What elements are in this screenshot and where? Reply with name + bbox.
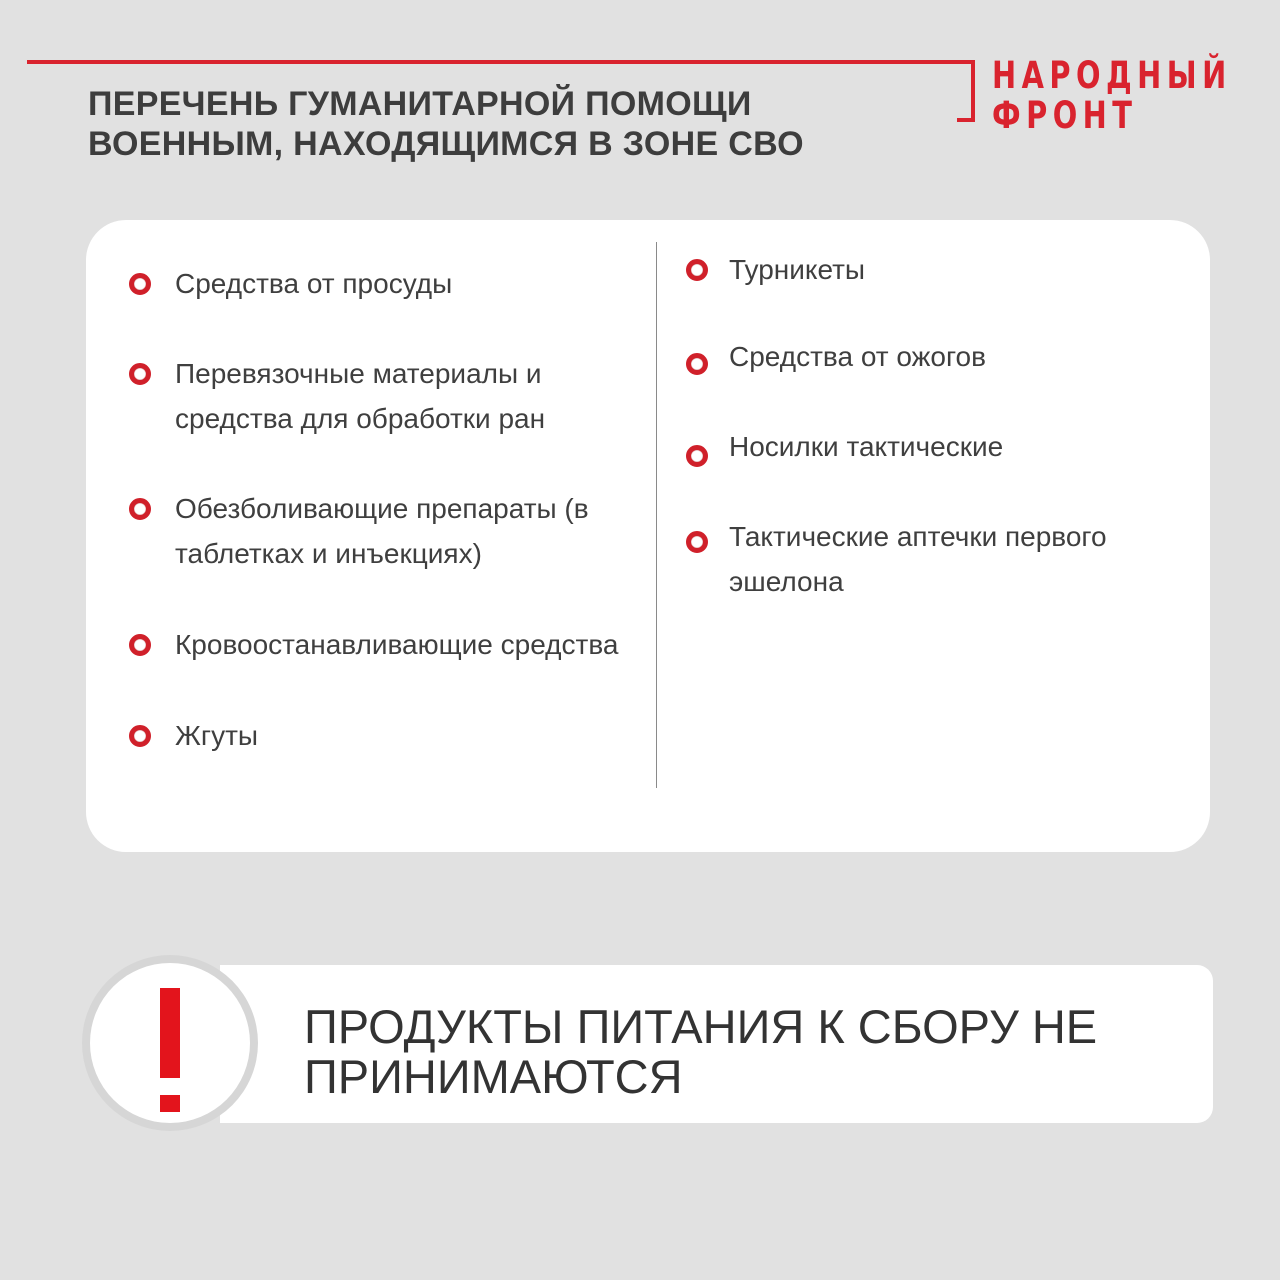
bullet-icon — [686, 259, 708, 281]
notice-line-2: ПРИНИМАЮТСЯ — [304, 1050, 683, 1103]
list-item — [129, 629, 619, 667]
list-item — [686, 521, 1107, 604]
item-text: Жгуты — [175, 720, 259, 751]
item-text: эшелона — [729, 566, 844, 597]
item-text: Перевязочные материалы и — [175, 358, 542, 389]
item-text: Носилки тактические — [729, 431, 1004, 462]
page-title — [88, 84, 804, 164]
list-item — [129, 268, 453, 306]
logo-line-2: ФРОНТ — [992, 94, 1138, 137]
decor-line-top — [27, 60, 975, 64]
list-item — [686, 341, 986, 379]
list-item — [686, 431, 1004, 469]
column-divider — [656, 242, 657, 788]
logo — [992, 56, 1232, 136]
item-text: Кровоостанавливающие средства — [175, 629, 619, 660]
exclamation-bar — [160, 988, 180, 1078]
decor-line-bottom — [957, 118, 975, 122]
item-text: Обезболивающие препараты (в — [175, 493, 589, 524]
bullet-icon — [129, 363, 151, 385]
bullet-icon — [686, 353, 708, 375]
bullet-icon — [686, 531, 708, 553]
decor-line-vertical — [971, 60, 975, 122]
item-text: таблетках и инъекциях) — [175, 538, 482, 569]
item-text: Средства от ожогов — [729, 341, 986, 372]
bullet-icon — [686, 445, 708, 467]
item-text: Средства от просуды — [175, 268, 453, 299]
item-text: средства для обработки ран — [175, 403, 546, 434]
title-line-1: ПЕРЕЧЕНЬ ГУМАНИТАРНОЙ ПОМОЩИ — [88, 85, 752, 123]
notice-text — [304, 1002, 1097, 1102]
bullet-icon — [129, 634, 151, 656]
bullet-icon — [129, 498, 151, 520]
logo-line-1: НАРОДНЫЙ — [992, 54, 1232, 97]
list-item — [129, 720, 259, 758]
exclamation-dot — [160, 1095, 180, 1112]
notice-line-1: ПРОДУКТЫ ПИТАНИЯ К СБОРУ НЕ — [304, 1000, 1098, 1053]
bullet-icon — [129, 273, 151, 295]
item-text: Турникеты — [729, 254, 866, 285]
bullet-icon — [129, 725, 151, 747]
item-text: Тактические аптечки первого — [729, 521, 1107, 552]
list-item — [129, 358, 546, 441]
list-item — [686, 254, 866, 292]
list-item — [129, 493, 589, 576]
title-line-2: ВОЕННЫМ, НАХОДЯЩИМСЯ В ЗОНЕ СВО — [88, 125, 804, 163]
